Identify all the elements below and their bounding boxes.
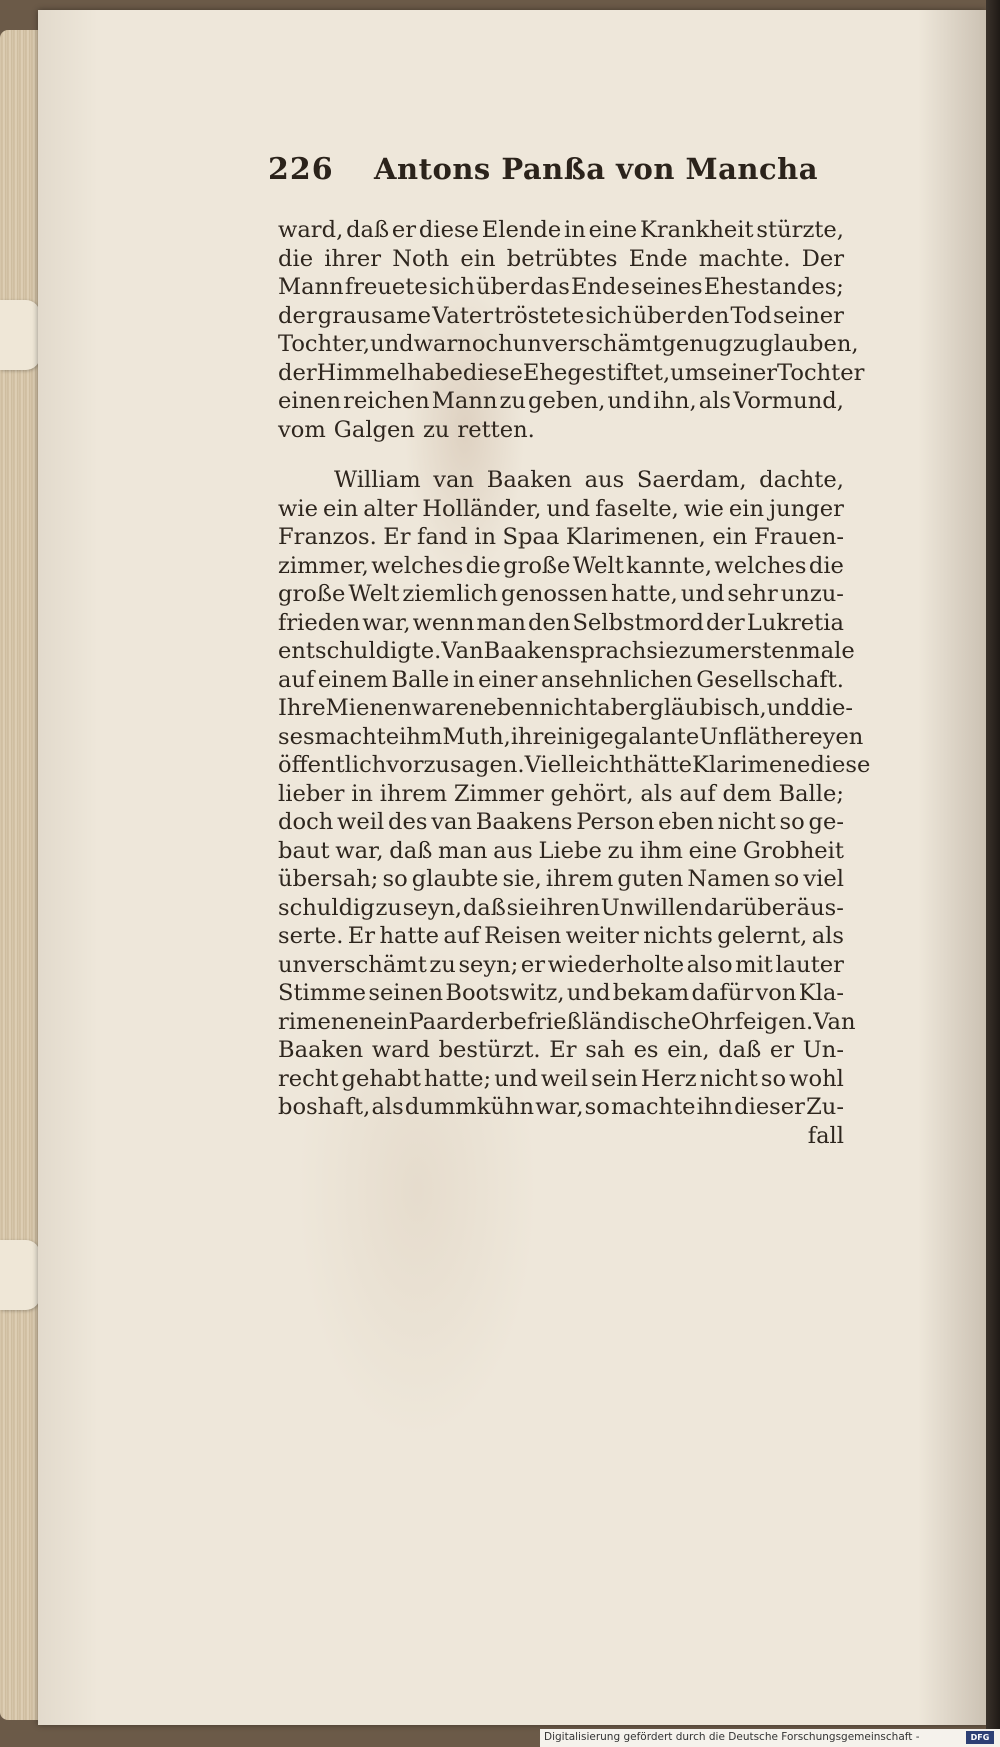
text-line: William van Baaken aus Saerdam, dachte, (334, 467, 844, 493)
page-header (268, 152, 828, 196)
text-line: einen reichen Mann zu geben, und ihn, als Vormund, (278, 388, 844, 414)
paragraph-gap (278, 444, 844, 466)
text-line: frieden war, wenn man den Selbstmord der Lukretia (278, 609, 844, 636)
text-line: unverschämt zu seyn; er wiederholte also mit lauter (278, 951, 844, 978)
text-line: auf einem Balle in einer ansehnlichen Gesellschaft. (278, 666, 844, 693)
paragraph (278, 216, 865, 444)
dfg-logo: DFG (966, 1731, 994, 1744)
catchword: fall (807, 1122, 844, 1149)
text-line: lieber in ihrem Zimmer gehört, als auf dem Balle; (278, 780, 844, 807)
text-line: Tochter, und war noch unverschämt genug zu glauben, (278, 331, 859, 357)
text-line: rimenen ein Paar derbe frießländische Ohrfeigen. Van (278, 1008, 856, 1035)
page-number: 226 (268, 152, 334, 187)
scanner-edge (986, 0, 1000, 1747)
running-title: Antons Panßa von Mancha (374, 152, 819, 186)
text-line: Baaken ward bestürzt. Er sah es ein, daß er Un- (278, 1037, 844, 1063)
text-line: boshaft, als dummkühn war, so machte ihn dieser Zu- (278, 1094, 844, 1120)
digitization-note: Digitalisierung gefördert durch die Deutsche Forschungsgemeinschaft - (544, 1731, 920, 1743)
text-line: übersah; so glaubte sie, ihrem guten Namen so viel (278, 866, 844, 892)
text-line: recht gehabt hatte; und weil sein Herz nicht so wohl (278, 1065, 844, 1092)
text-line: entschuldigte. Van Baaken sprach sie zum ersten male (278, 638, 855, 664)
text-line: der grausame Vater tröstete sich über den Tod seiner (278, 302, 844, 329)
text-line: baut war, daß man aus Liebe zu ihm eine Grobheit (278, 837, 844, 864)
text-line: ses machte ihm Muth, ihr einige galante Unfläthereyen (278, 723, 864, 750)
text-line: die ihrer Noth ein betrübtes Ende machte. Der (278, 245, 844, 272)
text-line: schuldig zu seyn, daß sie ihren Unwillen darüber äus- (278, 894, 844, 921)
paragraph (278, 466, 871, 1122)
footer-strip (540, 1729, 1000, 1747)
text-line: Stimme seinen Bootswitz, und bekam dafür von Kla- (278, 980, 844, 1006)
text-line: Franzos. Er fand in Spaa Klarimenen, ein Frauen- (278, 524, 844, 550)
text-line: serte. Er hatte auf Reisen weiter nichts gelernt, als (278, 923, 844, 949)
text-line: öffentlich vorzusagen. Vielleicht hätte Klarimene diese (278, 752, 871, 778)
text-line: wie ein alter Holländer, und faselte, wie ein junger (278, 495, 844, 522)
bookmark-tab-upper (0, 300, 40, 370)
body-text (278, 216, 871, 1150)
text-line: vom Galgen zu retten. (278, 416, 535, 443)
text-line: ward, daß er diese Elende in eine Krankheit stürzte, (278, 217, 844, 243)
bookmark-tab-lower (0, 1240, 40, 1310)
text-line: große Welt ziemlich genossen hatte, und sehr unzu- (278, 581, 844, 607)
text-line: doch weil des van Baakens Person eben nicht so ge- (278, 809, 844, 835)
text-line: Ihre Mienen waren eben nicht abergläubisch, und die- (278, 695, 854, 721)
text-line: Mann freuete sich über das Ende seines Ehestandes; (278, 274, 844, 300)
text-line: der Himmel habe diese Ehe gestiftet, um seiner Tochter (278, 359, 865, 386)
text-line: zimmer, welches die große Welt kannte, welches die (278, 552, 844, 579)
